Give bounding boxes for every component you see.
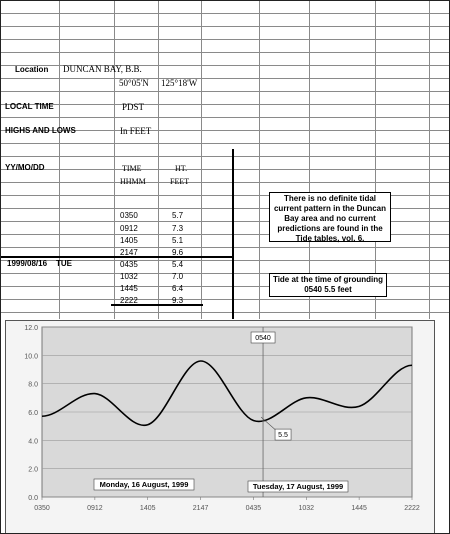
grounding-time-label: 0540	[255, 335, 271, 342]
time-header: TIME	[122, 164, 142, 173]
tide-height: 6.4	[172, 284, 184, 293]
x-tick-label: 2147	[192, 505, 209, 512]
date-column-label: YY/MO/DD	[5, 163, 45, 172]
tide-time: 1405	[120, 236, 138, 245]
x-tick-label: 1032	[298, 505, 315, 512]
location-label: Location	[15, 65, 49, 74]
y-tick-label: 0.0	[28, 495, 38, 502]
divider-vertical	[232, 149, 234, 319]
grounding-tide-note	[269, 273, 387, 297]
tide-height: 7.3	[172, 224, 184, 233]
height-header: HT.	[175, 164, 188, 173]
grounding-note-line1: Tide at the time of grounding	[272, 275, 384, 284]
x-tick-label: 1445	[351, 505, 367, 512]
day2-label: Tuesday, 17 August, 1999	[252, 482, 344, 491]
grounding-height-label: 5.5	[278, 432, 288, 440]
tide-height: 9.6	[172, 248, 184, 257]
day-value: TUE	[56, 259, 72, 268]
y-tick-label: 12.0	[24, 325, 38, 332]
tide-time: 2147	[120, 248, 138, 257]
tide-height: 9.3	[172, 296, 184, 305]
x-tick-label: 0350	[34, 505, 50, 512]
tide-chart-svg	[6, 321, 434, 533]
local-time-value: PDST	[122, 102, 145, 112]
local-time-label: LOCAL TIME	[5, 102, 54, 111]
y-tick-label: 8.0	[28, 381, 38, 389]
grounding-note-line2: 0540 5.5 feet	[304, 285, 352, 294]
tide-time: 0350	[120, 211, 138, 220]
x-tick-label: 0912	[87, 505, 103, 512]
current-pattern-note-text: There is no definite tidal current pattern in the Duncan Bay area and no current predictions are found in the Tide tables, vol. 6.	[273, 194, 386, 243]
date-value: 1999/08/16	[7, 259, 48, 268]
y-tick-label: 10.0	[24, 353, 38, 361]
highs-lows-label: HIGHS AND LOWS	[5, 126, 76, 135]
y-tick-label: 6.0	[28, 410, 38, 417]
latitude-value: 50°05'N	[119, 78, 149, 88]
current-pattern-note	[269, 192, 391, 242]
x-tick-label: 2222	[404, 505, 420, 512]
x-tick-label: 1405	[139, 505, 156, 512]
time-format-header: HHMM	[120, 177, 146, 186]
location-value: DUNCAN BAY, B.B.	[63, 64, 142, 74]
tide-time: 2222	[120, 296, 138, 305]
longitude-value: 125°18'W	[161, 78, 198, 88]
y-tick-label: 4.0	[28, 438, 38, 446]
tide-height: 5.7	[172, 211, 184, 220]
y-tick-label: 2.0	[28, 466, 38, 474]
tide-time: 0435	[120, 260, 138, 269]
highs-lows-value: In FEET	[120, 126, 152, 136]
divider-day	[1, 256, 233, 258]
tide-height: 5.4	[172, 260, 184, 269]
x-tick-label: 0435	[245, 505, 262, 512]
tide-time: 1445	[120, 284, 138, 293]
tide-height: 5.1	[172, 236, 184, 245]
tide-chart	[5, 320, 435, 534]
height-unit-header: FEET	[170, 177, 190, 186]
tide-time: 1032	[120, 272, 138, 281]
tide-time: 0912	[120, 224, 138, 233]
day1-label: Monday, 16 August, 1999	[99, 480, 189, 489]
tide-height: 7.0	[172, 272, 184, 281]
